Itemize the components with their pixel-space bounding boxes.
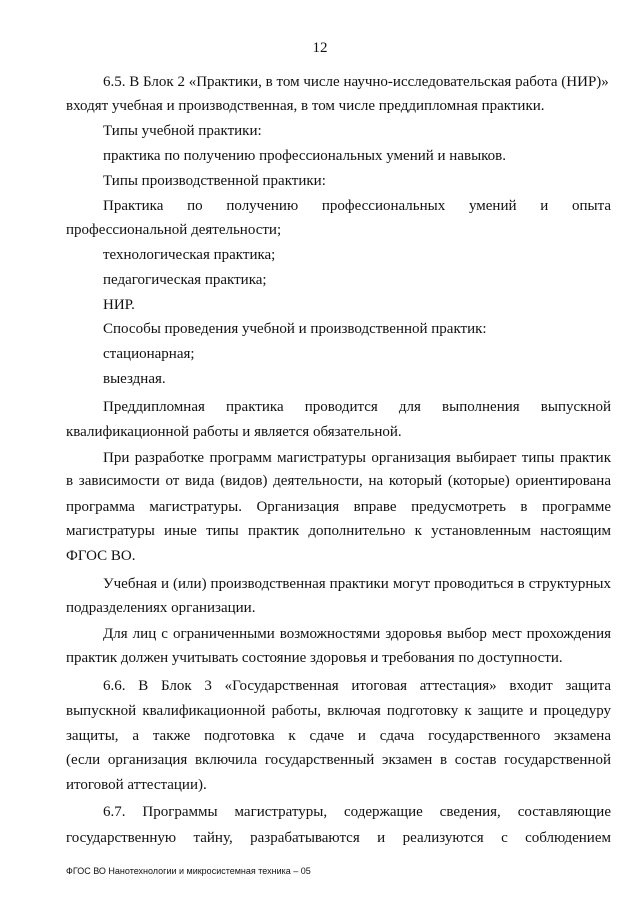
text-line: ФГОС ВО.: [66, 548, 136, 564]
text-line: 6.6. В Блок 3 «Государственная итоговая аттестация» входит защита: [103, 678, 611, 694]
text-line: входят учебная и производственная, в том числе преддипломная практики.: [66, 98, 545, 114]
text-line: подразделениях организации.: [66, 600, 256, 616]
text-line: Типы учебной практики:: [103, 123, 262, 139]
text-line: (если организация включила государственный экзамен в состав государственной: [66, 752, 611, 768]
text-line: Практика по получению профессиональных умений и опыта: [103, 198, 611, 214]
text-line: технологическая практика;: [103, 247, 276, 263]
text-line: стационарная;: [103, 346, 195, 362]
text-line: магистратуры иные типы практик дополнительно к установленным настоящим: [66, 523, 611, 539]
text-line: 6.5. В Блок 2 «Практики, в том числе научно-исследовательская работа (НИР)»: [103, 74, 609, 90]
text-line: Способы проведения учебной и производственной практик:: [103, 321, 487, 337]
text-line: При разработке программ магистратуры организация выбирает типы практик: [103, 450, 611, 466]
text-line: в зависимости от вида (видов) деятельности, на который (которые) ориентирована: [66, 473, 611, 489]
text-line: программа магистратуры. Организация вправе предусмотреть в программе: [66, 499, 611, 515]
text-line: Типы производственной практики:: [103, 173, 326, 189]
text-line: НИР.: [103, 297, 135, 313]
text-line: выпускной квалификационной работы, включая подготовку к защите и процедуру: [66, 703, 611, 719]
text-line: практик должен учитывать состояние здоровья и требования по доступности.: [66, 650, 563, 666]
document-footer: ФГОС ВО Нанотехнологии и микросистемная техника – 05: [66, 866, 311, 876]
text-line: защиты, а также подготовка к сдаче и сдача государственного экзамена: [66, 728, 611, 744]
text-line: квалификационной работы и является обязательной.: [66, 424, 402, 440]
text-line: Для лиц с ограниченными возможностями здоровья выбор мест прохождения: [103, 626, 611, 642]
text-line: выездная.: [103, 371, 166, 387]
text-line: итоговой аттестации).: [66, 777, 207, 793]
text-line: 6.7. Программы магистратуры, содержащие сведения, составляющие: [103, 804, 611, 820]
text-line: педагогическая практика;: [103, 272, 267, 288]
text-line: практика по получению профессиональных умений и навыков.: [103, 148, 507, 164]
text-line: Учебная и (или) производственная практики могут проводиться в структурных: [103, 576, 611, 592]
text-line: государственную тайну, разрабатываются и реализуются с соблюдением: [66, 830, 611, 846]
text-line: профессиональной деятельности;: [66, 222, 282, 238]
text-line: Преддипломная практика проводится для выполнения выпускной: [103, 399, 611, 415]
page-number: 12: [312, 40, 328, 56]
